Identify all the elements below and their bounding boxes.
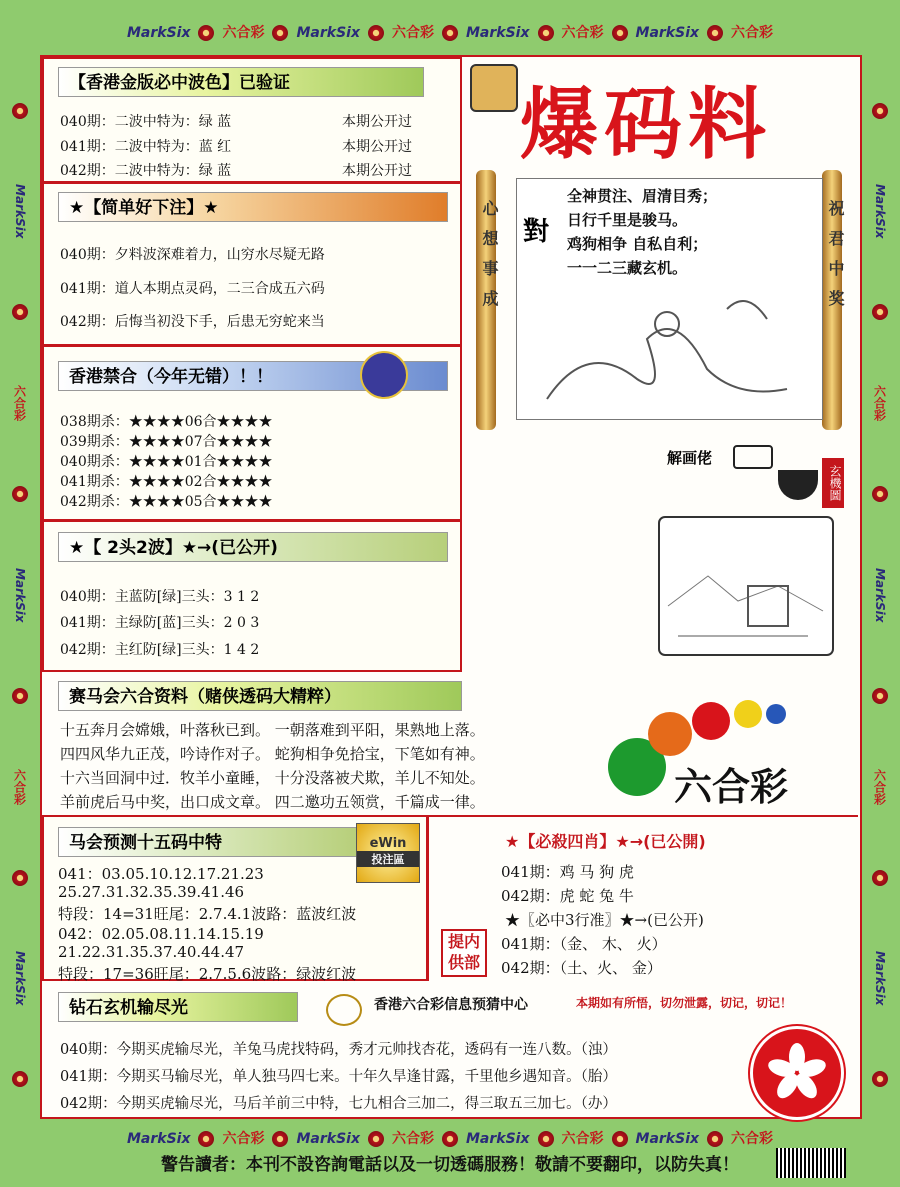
hk-gold-section: [42, 57, 462, 183]
bottom-border: [0, 1128, 900, 1148]
list-item: 042期：主红防[绿]三头：1 4 2: [60, 642, 260, 658]
poem-line: 一一二三藏玄机。: [567, 259, 688, 277]
list-item: 羊前虎后马中奖，出口成文章。 四二邀功五领赏，千篇成一律。: [60, 793, 485, 811]
flower-icon: [442, 25, 458, 41]
section-title: ★【必殺四肖】★→(已公開): [505, 832, 706, 851]
liuhecai-text: 六合彩: [731, 25, 774, 41]
liuhecai-text: 六合彩: [222, 1131, 265, 1147]
list-item: 042：02.05.08.11.14.15.19: [58, 925, 264, 943]
list-item: 038期杀：★★★★06合★★★★: [60, 414, 273, 430]
marksix-text: MarkSix: [13, 951, 27, 1006]
liuhecai-text: 六合彩: [392, 1131, 434, 1147]
liuhecai-text: 六合彩: [561, 25, 604, 41]
liuhecai-text: 六合彩: [872, 768, 887, 805]
flower-icon: [538, 25, 554, 41]
flower-icon: [368, 1131, 384, 1147]
marksix-text: MarkSix: [466, 25, 530, 41]
list-item: 042期：（土、火、 金）: [501, 959, 662, 977]
list-item: 042期杀：★★★★05合★★★★: [60, 494, 273, 510]
list-item: 040期杀：★★★★01合★★★★: [60, 454, 273, 470]
list-item: 四四风华九正茂，吟诗作对子。 蛇狗相争免拾宝，下笔如有神。: [60, 745, 485, 763]
flower-icon: [12, 688, 28, 704]
right-vertical-text: 祝君中奖: [826, 200, 845, 320]
marksix-text: MarkSix: [296, 1131, 360, 1147]
section-title: ★【 2头2波】★→(已公开): [58, 532, 448, 562]
section-title: 【香港金版必中波色】已验证: [58, 67, 424, 97]
flower-icon: [538, 1131, 554, 1147]
list-item: 21.22.31.35.37.40.44.47: [58, 943, 245, 961]
flower-icon: [368, 25, 384, 41]
hk-ban-section: [42, 345, 462, 521]
bauhinia-emblem-icon: [750, 1026, 844, 1120]
ewin-label: eWin: [369, 836, 407, 851]
list-item: 25.27.31.32.35.39.41.46: [58, 883, 245, 901]
flower-icon: [707, 25, 723, 41]
list-item: 039期杀：★★★★07合★★★★: [60, 434, 273, 450]
liuhecai-text: 六合彩: [12, 385, 27, 422]
liuhecai-text: 六合彩: [392, 25, 434, 41]
row-period: 042期：二波中特为：绿 蓝: [60, 163, 232, 179]
pointing-hand-icon: [733, 445, 773, 469]
well-illustration: [658, 516, 834, 656]
flower-icon: [612, 25, 628, 41]
explain-label: 解画佬: [667, 449, 713, 467]
xuanji-badge: 玄機圖: [822, 458, 844, 508]
info-center-title: 香港六合彩信息预猜中心: [374, 997, 528, 1013]
list-item: 040期：夕料波深难着力，山穷水尽疑无路: [60, 247, 325, 263]
poem-scroll: [516, 178, 823, 420]
flower-icon: [612, 1131, 628, 1147]
list-item: 特段：14=31旺尾：2.7.4.1波路：蓝波红波: [58, 905, 357, 923]
row-note: 本期公开过: [342, 139, 412, 155]
flower-icon: [198, 25, 214, 41]
sub-title: ★〖必中3行准〗★→(已公开): [505, 911, 704, 929]
list-item: 042期：虎 蛇 兔 牛: [501, 887, 634, 905]
two-heads-section: [42, 520, 462, 672]
list-item: 041期：主绿防[蓝]三头：2 0 3: [60, 615, 260, 631]
flower-icon: [872, 486, 888, 502]
list-item: 042期：后悔当初没下手，后患无穷蛇来当: [60, 314, 325, 330]
flower-icon: [707, 1131, 723, 1147]
dui-char: 對: [523, 217, 550, 247]
flower-icon: [12, 103, 28, 119]
diamond-section: [42, 980, 858, 1115]
marksix-text: MarkSix: [13, 567, 27, 623]
row-period: 040期：二波中特为：绿 蓝: [60, 114, 232, 130]
flower-icon: [872, 304, 888, 320]
marksix-text: MarkSix: [296, 25, 360, 41]
barcode: [776, 1148, 846, 1178]
marksix-text: MarkSix: [126, 25, 191, 41]
poster-title: 爆码料: [520, 79, 773, 170]
logo-circle-red: [692, 702, 730, 740]
marksix-text: MarkSix: [873, 951, 887, 1006]
left-border: [6, 70, 34, 1120]
scholar-illustration: [527, 279, 812, 414]
marksix-text: MarkSix: [873, 567, 887, 623]
row-note: 本期公开过: [342, 114, 412, 130]
liuhecai-text: 六合彩: [222, 25, 265, 41]
flower-icon: [272, 1131, 288, 1147]
marksix-text: MarkSix: [13, 183, 27, 239]
simple-bet-section: [42, 182, 462, 346]
list-item: 042期：今期买虎输尽光，马后羊前三中特，七九相合三加二，得三取五三加七。（办）: [60, 1096, 617, 1112]
section-title: 香港禁合（今年无错）！！: [58, 361, 448, 391]
poem-line: 日行千里是骏马。: [567, 211, 688, 229]
ewin-sub-label: 投注區: [357, 851, 419, 867]
section-title: ★【简单好下注】★: [58, 192, 448, 222]
list-item: 十五奔月会嫦娥，叶落秋已到。 一朝落难到平阳，果熟地上落。: [60, 721, 485, 739]
internal-stamp: 提内供部: [441, 929, 487, 977]
section-title: 钻石玄机输尽光: [58, 992, 298, 1022]
info-center-notice: 本期如有所悟，切勿泄露，切记，切记！: [576, 996, 793, 1010]
logo-circle-blue: [766, 704, 786, 724]
poem-line: 全神贯注、眉清目秀；: [567, 187, 718, 205]
flower-icon: [442, 1131, 458, 1147]
key-icon: [326, 994, 362, 1026]
poem-line: 鸡狗相争 自私自利；: [567, 235, 708, 253]
row-period: 041期：二波中特为：蓝 红: [60, 139, 232, 155]
logo-text: 六合彩: [674, 764, 789, 809]
list-item: 041：03.05.10.12.17.21.23: [58, 865, 264, 883]
flower-icon: [872, 103, 888, 119]
list-item: 040期：今期买虎输尽光，羊兔马虎找特码，秀才元帅找杏花，透码有一连八数。（浊）: [60, 1042, 617, 1058]
flower-icon: [272, 25, 288, 41]
logo-circle-orange: [648, 712, 692, 756]
flower-icon: [198, 1131, 214, 1147]
right-border: [866, 70, 894, 1120]
marksix-text: MarkSix: [635, 1131, 700, 1147]
list-item: 041期：（金、 木、 火）: [501, 935, 667, 953]
liuhecai-text: 六合彩: [561, 1131, 604, 1147]
mascot-icon: [470, 64, 518, 112]
flower-icon: [12, 870, 28, 886]
section-title: 赛马会六合资料（赌侠透码大精粹）: [58, 681, 462, 711]
list-item: 041期：今期买马输尽光，单人独马四七来。十年久旱逢甘露，千里他乡遇知音。（胎）: [60, 1069, 617, 1085]
section-title: 马会预测十五码中特: [58, 827, 358, 857]
flower-icon: [12, 486, 28, 502]
marksix-text: MarkSix: [466, 1131, 530, 1147]
flower-icon: [12, 1071, 28, 1087]
left-vertical-text: 心想事成: [480, 200, 499, 320]
predict15-section: [42, 815, 428, 981]
list-item: 十六当回洞中过．牧羊小童睡， 十分没落被犬欺，羊儿不知处。: [60, 769, 485, 787]
flower-icon: [872, 870, 888, 886]
list-item: 041期：鸡 马 狗 虎: [501, 863, 634, 881]
flower-icon: [872, 1071, 888, 1087]
marksix-text: MarkSix: [126, 1131, 191, 1147]
kill4-section: [427, 815, 858, 981]
row-note: 本期公开过: [342, 163, 412, 179]
flower-icon: [12, 304, 28, 320]
emblem-icon: [360, 351, 408, 399]
footer-warning: 警告讀者：本刊不設咨詢電話以及一切透碼服務！敬請不要翻印，以防失真！: [161, 1155, 739, 1175]
ewin-badge: [356, 823, 420, 883]
liuhecai-text: 六合彩: [731, 1131, 774, 1147]
top-border: [0, 22, 900, 42]
list-item: 特段：17=36旺尾：2.7.5.6波路：绿波红波: [58, 965, 357, 983]
list-item: 041期：道人本期点灵码，二三合成五六码: [60, 281, 325, 297]
liuhecai-text: 六合彩: [872, 385, 887, 422]
flower-icon: [872, 688, 888, 704]
list-item: 040期：主蓝防[绿]三头：3 1 2: [60, 589, 260, 605]
liuhecai-text: 六合彩: [12, 768, 27, 805]
marksix-text: MarkSix: [873, 183, 887, 239]
logo-circle-yellow: [734, 700, 762, 728]
marksix-text: MarkSix: [635, 25, 700, 41]
list-item: 041期杀：★★★★02合★★★★: [60, 474, 273, 490]
